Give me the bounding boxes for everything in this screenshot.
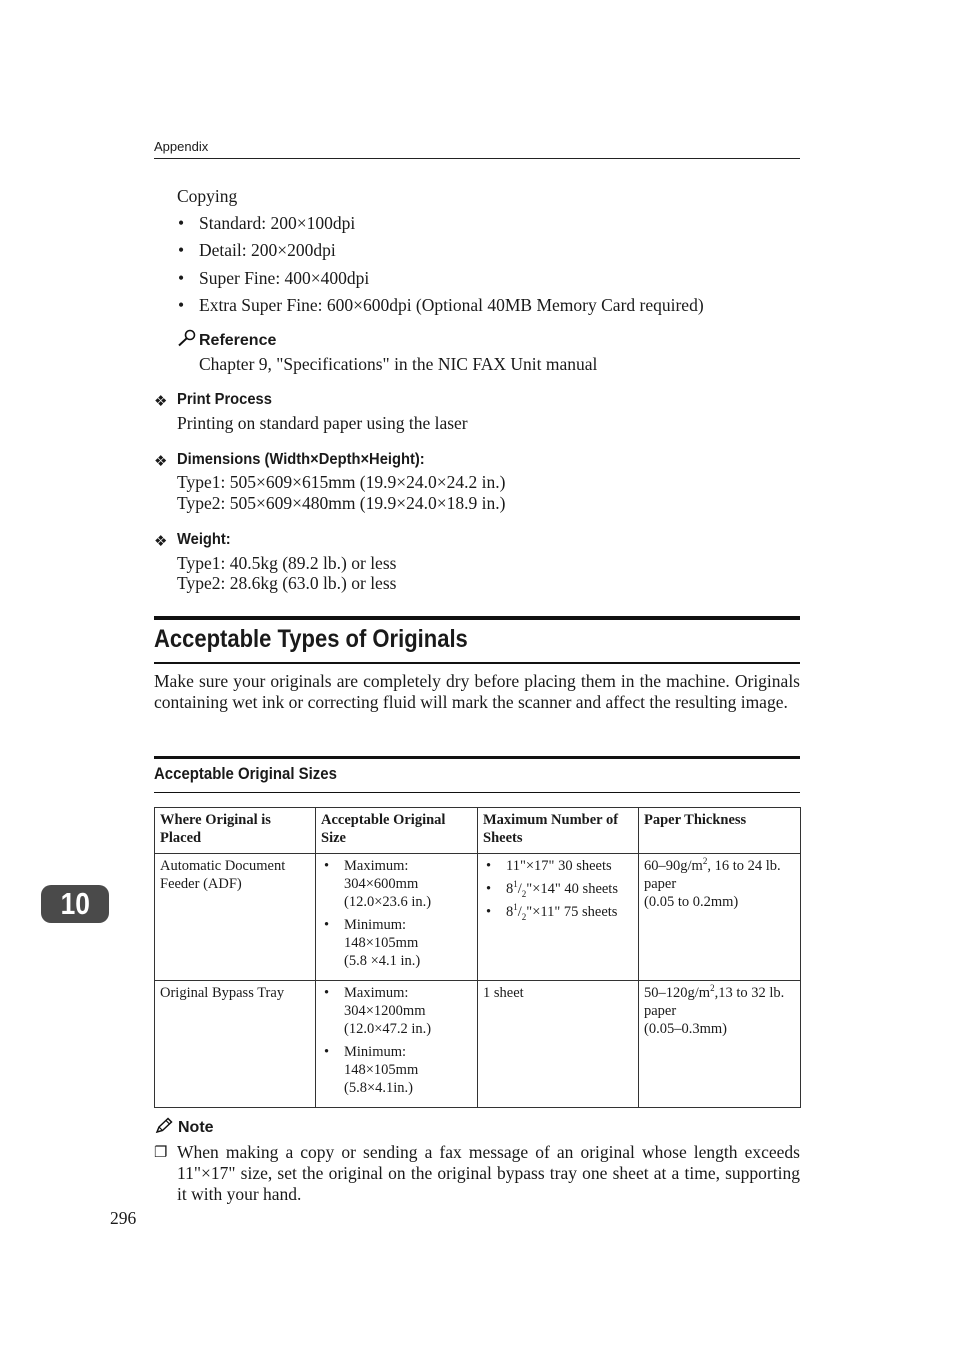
table-cell	[316, 854, 478, 981]
subsection-bottom-rule	[154, 792, 800, 793]
table-cell: $50-120g/m^2,13$ to 32 lb. paper (0.05–0.3mm)	[639, 981, 801, 1108]
weight-heading: Weight:	[177, 531, 231, 548]
diamond-bullet-icon: ❖	[154, 452, 168, 470]
copying-title: Copying	[177, 186, 238, 206]
dimensions-type2: Type2: 505×609×480mm (19.9×24.0×18.9 in.)	[177, 493, 506, 513]
section-intro: Make sure your originals are completely dry before placing them in the machine. Originals containing wet ink or correcting fluid will mark the scanner and affect the resulting image.	[154, 671, 800, 712]
subsection-top-rule	[154, 756, 800, 759]
note-heading	[154, 1117, 214, 1137]
list-item: • Standard: 200×100dpi	[177, 213, 704, 240]
subsection-title: Acceptable Original Sizes	[154, 764, 337, 783]
list-item: • $8^1/_2"\times 14$" 40 sheets	[483, 880, 633, 898]
column-header: Acceptable Original Size	[316, 808, 478, 854]
reference-label: Reference	[199, 332, 277, 349]
reference-heading	[177, 329, 276, 350]
copying-list	[177, 213, 704, 322]
chapter-tab: 10	[41, 885, 109, 923]
table-cell: Automatic Document Feeder (ADF)	[155, 854, 316, 981]
column-header: Where Original is Placed	[155, 808, 316, 854]
table-cell	[478, 854, 639, 981]
list-item: • Maximum: 304×600mm (12.0×23.6 in.)	[321, 857, 472, 911]
table-header-row	[155, 808, 801, 854]
note-text: When making a copy or sending a fax message of an original whose length exceeds 11"×17" size, set the original on the original bypass tray one sheet at a time, supporting it with your hand.	[177, 1142, 800, 1204]
checkbox-icon: ❐	[154, 1145, 168, 1161]
running-header: Appendix	[154, 139, 209, 154]
section-top-rule	[154, 616, 800, 620]
diamond-bullet-icon: ❖	[154, 532, 168, 550]
table-cell: 1 sheet	[478, 981, 639, 1108]
table-cell: $60-90g/m^2$, 16 to 24 lb. paper (0.05 to 0.2mm)	[639, 854, 801, 981]
reference-text: Chapter 9, "Specifications" in the NIC FAX Unit manual	[199, 354, 598, 374]
note-label: Note	[178, 1119, 214, 1136]
weight-type1: Type1: 40.5kg (89.2 lb.) or less	[177, 553, 397, 573]
list-item: • Minimum: 148×105mm (5.8 ×4.1 in.)	[321, 916, 472, 970]
section-title: Acceptable Types of Originals	[154, 625, 468, 653]
header-rule	[154, 158, 800, 159]
list-item: • 11"×17" 30 sheets	[483, 857, 633, 875]
print-process-heading: Print Process	[177, 391, 272, 408]
page-number: 296	[110, 1208, 137, 1228]
weight-type2: Type2: 28.6kg (63.0 lb.) or less	[177, 573, 397, 593]
list-item: • Maximum: 304×1200mm (12.0×47.2 in.)	[321, 984, 472, 1038]
pencil-icon	[154, 1117, 174, 1135]
column-header: Maximum Number of Sheets	[478, 808, 639, 854]
diamond-bullet-icon: ❖	[154, 392, 168, 410]
dimensions-type1: Type1: 505×609×615mm (19.9×24.0×24.2 in.)	[177, 472, 506, 492]
table-cell	[316, 981, 478, 1108]
list-item: • Extra Super Fine: 600×600dpi (Optional 40MB Memory Card required)	[177, 295, 704, 322]
list-item: • Detail: 200×200dpi	[177, 240, 704, 267]
dimensions-heading: Dimensions (Width×Depth×Height):	[177, 451, 425, 468]
original-sizes-table	[154, 807, 801, 1108]
column-header: Paper Thickness	[639, 808, 801, 854]
magnifier-icon	[177, 329, 197, 347]
table-row	[155, 981, 801, 1108]
print-process-text: Printing on standard paper using the laser	[177, 413, 468, 433]
table-cell: Original Bypass Tray	[155, 981, 316, 1108]
section-bottom-rule	[154, 662, 800, 664]
table-row	[155, 854, 801, 981]
list-item: • $8^1/_2"\times 11$" 75 sheets	[483, 903, 633, 921]
list-item: • Super Fine: 400×400dpi	[177, 268, 704, 295]
list-item: • Minimum: 148×105mm (5.8×4.1in.)	[321, 1043, 472, 1097]
